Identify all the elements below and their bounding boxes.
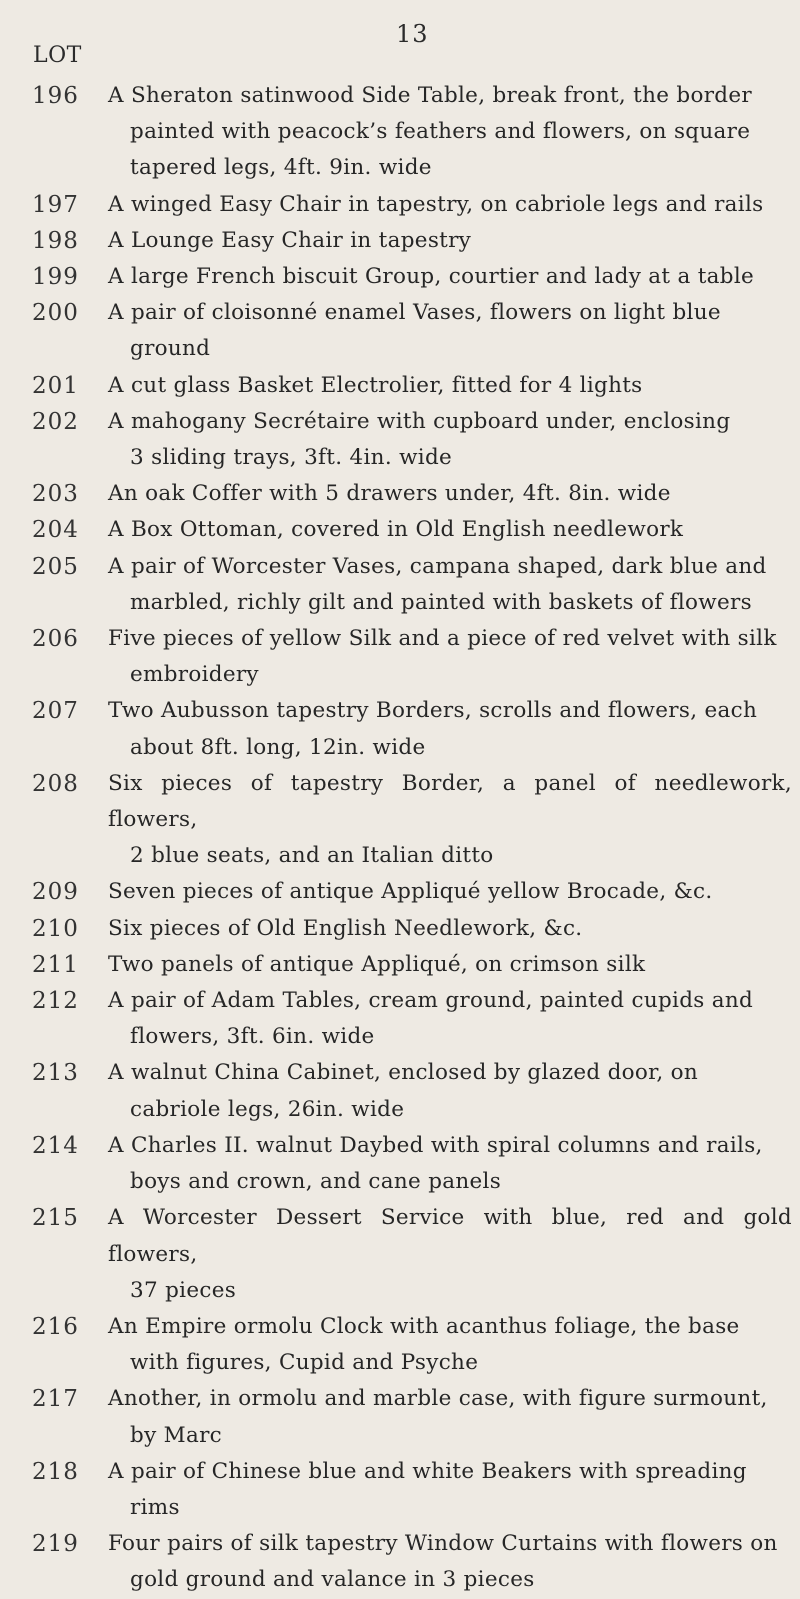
lot-entry xyxy=(0,1454,800,1526)
lot-number: 200 xyxy=(32,300,79,327)
lot-entry xyxy=(0,1526,800,1598)
lot-description xyxy=(108,1128,792,1200)
lot-column-heading: LOT xyxy=(33,43,82,68)
lot-description-line: with figures, Cupid and Psyche xyxy=(130,1350,479,1376)
lot-entry xyxy=(0,549,800,621)
lot-description-line: A winged Easy Chair in tapestry, on cabriole legs and rails xyxy=(108,191,764,217)
lot-description-line: A pair of cloisonné enamel Vases, flowers on light blue xyxy=(108,300,721,326)
lot-description xyxy=(108,1200,792,1309)
lot-description-line: A pair of Worcester Vases, campana shaped, dark blue and xyxy=(108,553,767,579)
lot-description xyxy=(108,1454,792,1526)
lot-description xyxy=(108,404,792,476)
lot-entry xyxy=(0,621,800,693)
lot-number: 198 xyxy=(32,227,79,254)
lot-number: 205 xyxy=(32,553,79,580)
lot-number: 212 xyxy=(32,988,79,1015)
lot-description-line: A mahogany Secrétaire with cupboard under, enclosing xyxy=(108,408,731,434)
lot-entry xyxy=(0,947,800,983)
page-number: 13 xyxy=(396,20,429,48)
lot-number: 210 xyxy=(32,915,79,942)
lot-description xyxy=(108,693,792,765)
lot-description-line: marbled, richly gilt and painted with baskets of flowers xyxy=(130,589,752,615)
lot-entry xyxy=(0,295,800,367)
lot-number: 201 xyxy=(32,372,79,399)
lot-entry xyxy=(0,223,800,259)
lot-entry xyxy=(0,259,800,295)
lot-description xyxy=(108,1381,792,1453)
lot-description xyxy=(108,295,792,367)
lot-description-line: Four pairs of silk tapestry Window Curtains with flowers on xyxy=(108,1531,778,1557)
lot-entry xyxy=(0,1309,800,1381)
lot-description xyxy=(108,947,792,983)
lot-description-line: A Charles II. walnut Daybed with spiral columns and rails, xyxy=(108,1132,763,1158)
lot-list xyxy=(0,78,800,1599)
lot-number: 196 xyxy=(32,83,79,109)
lot-description-line: A Lounge Easy Chair in tapestry xyxy=(108,227,472,253)
lot-description-line: Two Aubusson tapestry Borders, scrolls and flowers, each xyxy=(108,698,758,724)
lot-description-line: 2 blue seats, and an Italian ditto xyxy=(130,843,494,869)
lot-number: 217 xyxy=(32,1386,79,1413)
lot-description-line: A pair of Adam Tables, cream ground, painted cupids and xyxy=(108,988,754,1014)
lot-description-line: A Sheraton satinwood Side Table, break front, the border xyxy=(108,83,752,108)
lot-number: 208 xyxy=(32,770,79,797)
lot-description-line: Two panels of antique Appliqué, on crimson silk xyxy=(108,951,646,977)
lot-description-line: cabriole legs, 26in. wide xyxy=(130,1096,405,1122)
lot-description-line: embroidery xyxy=(130,662,259,688)
lot-description-line: flowers, 3ft. 6in. wide xyxy=(130,1024,375,1050)
lot-description xyxy=(108,1526,792,1598)
lot-description-line: Five pieces of yellow Silk and a piece of red velvet with silk xyxy=(108,626,777,652)
lot-description xyxy=(108,187,792,223)
lot-description-line: by Marc xyxy=(130,1422,222,1448)
lot-number: 204 xyxy=(32,517,79,544)
lot-description-line: 3 sliding trays, 3ft. 4in. wide xyxy=(130,445,453,471)
lot-entry xyxy=(0,368,800,404)
lot-number: 219 xyxy=(32,1531,79,1558)
lot-entry xyxy=(0,983,800,1055)
lot-description-line: tapered legs, 4ft. 9in. wide xyxy=(130,155,432,181)
lot-entry xyxy=(0,476,800,512)
lot-number: 203 xyxy=(32,481,79,508)
lot-description xyxy=(108,621,792,693)
lot-description xyxy=(108,259,792,295)
lot-description-line: 37 pieces xyxy=(130,1277,237,1303)
lot-description xyxy=(108,78,792,187)
lot-description-line: A large French biscuit Group, courtier and lady at a table xyxy=(108,264,755,290)
lot-description xyxy=(108,983,792,1055)
lot-number: 211 xyxy=(32,951,79,978)
lot-description-line: A Box Ottoman, covered in Old English needlework xyxy=(108,517,684,543)
lot-number: 202 xyxy=(32,408,79,435)
lot-description xyxy=(108,476,792,512)
lot-description xyxy=(108,549,792,621)
lot-entry xyxy=(0,187,800,223)
lot-entry xyxy=(0,1128,800,1200)
lot-number: 197 xyxy=(32,191,79,218)
lot-description-line: An Empire ormolu Clock with acanthus foliage, the base xyxy=(108,1313,740,1339)
lot-description-line: A pair of Chinese blue and white Beakers with spreading xyxy=(108,1458,747,1484)
lot-number: 215 xyxy=(32,1205,79,1232)
lot-entry xyxy=(0,512,800,548)
lot-description-line: ground xyxy=(130,336,211,362)
lot-entry xyxy=(0,693,800,765)
lot-entry xyxy=(0,1381,800,1453)
lot-number: 199 xyxy=(32,264,79,291)
lot-description xyxy=(108,223,792,259)
lot-description xyxy=(108,512,792,548)
lot-description-line: gold ground and valance in 3 pieces xyxy=(130,1567,535,1593)
lot-description-line: painted with peacock’s feathers and flowers, on square xyxy=(130,119,751,145)
lot-entry xyxy=(0,874,800,910)
lot-description-line: A walnut China Cabinet, enclosed by glazed door, on xyxy=(108,1060,699,1086)
lot-number: 206 xyxy=(32,626,79,653)
lot-description xyxy=(108,1309,792,1381)
lot-number: 213 xyxy=(32,1060,79,1087)
lot-description-line: An oak Coffer with 5 drawers under, 4ft. 8in. wide xyxy=(108,481,671,507)
lot-description-line: boys and crown, and cane panels xyxy=(130,1169,502,1195)
lot-description-line: A Worcester Dessert Service with blue, red and gold flowers, xyxy=(108,1205,792,1267)
lot-number: 214 xyxy=(32,1132,79,1159)
lot-description xyxy=(108,1055,792,1127)
lot-number: 207 xyxy=(32,698,79,725)
lot-entry xyxy=(0,911,800,947)
lot-entry xyxy=(0,1055,800,1127)
lot-number: 209 xyxy=(32,879,79,906)
lot-number: 218 xyxy=(32,1458,79,1485)
lot-description xyxy=(108,766,792,875)
lot-description-line: Six pieces of tapestry Border, a panel of needlework, flowers, xyxy=(108,770,792,833)
lot-description xyxy=(108,368,792,404)
lot-description-line: A cut glass Basket Electrolier, fitted for 4 lights xyxy=(108,372,643,398)
lot-description-line: rims xyxy=(130,1494,180,1520)
lot-description-line: about 8ft. long, 12in. wide xyxy=(130,734,426,760)
lot-description-line: Six pieces of Old English Needlework, &c. xyxy=(108,915,583,941)
lot-entry xyxy=(0,78,800,187)
lot-description xyxy=(108,911,792,947)
lot-number: 216 xyxy=(32,1313,79,1340)
lot-entry xyxy=(0,1200,800,1309)
lot-entry xyxy=(0,766,800,875)
lot-description-line: Seven pieces of antique Appliqué yellow Brocade, &c. xyxy=(108,879,713,905)
lot-description-line: Another, in ormolu and marble case, with figure surmount, xyxy=(108,1386,768,1412)
lot-entry xyxy=(0,404,800,476)
lot-description xyxy=(108,874,792,910)
